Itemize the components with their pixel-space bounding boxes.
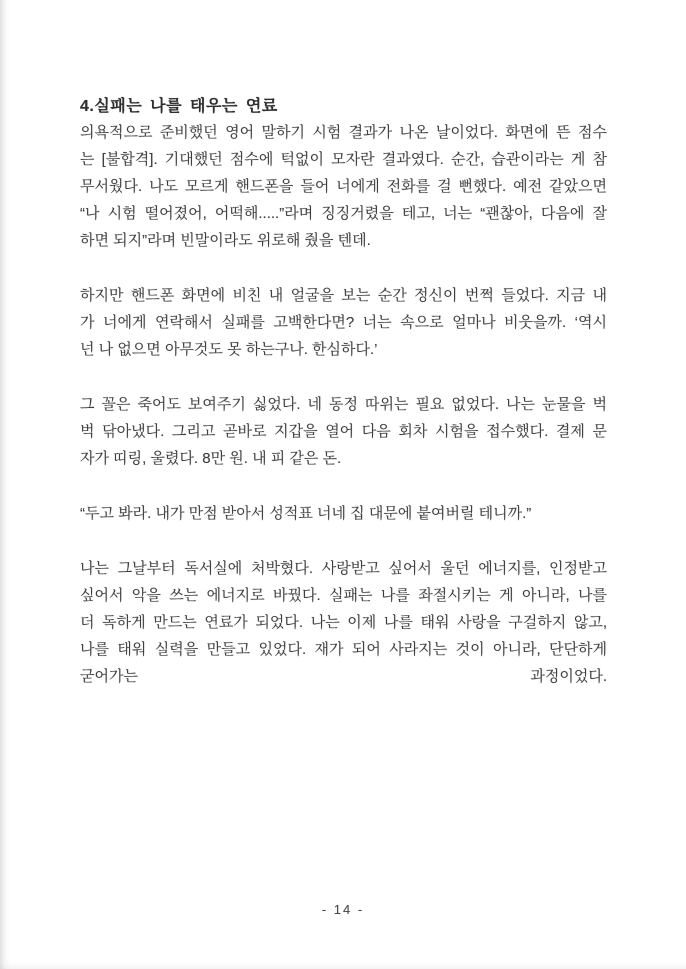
text-line: 는 [불합격]. 기대했던 점수에 턱없이 모자란 결과였다. 순간, 습관이라는 게 참 <box>80 151 607 168</box>
text-line: “두고 봐라. 내가 만점 받아서 성적표 너네 집 대문에 붙여버릴 테니까.” <box>80 505 532 522</box>
text-line: “나 시험 떨어졌어, 어떡해.....”라며 징징거렸을 테고, 너는 “괜찮아, 다음에 잘 <box>80 205 607 222</box>
text-line: 자가 띠링, 울렸다. 8만 원. 내 피 같은 돈. <box>80 450 342 467</box>
text-line: 넌 나 없으면 아무것도 못 하는구나. 한심하다.’ <box>80 341 378 358</box>
text-line: 하지만 핸드폰 화면에 비친 내 얼굴을 보는 순간 정신이 번쩍 들었다. 지금 내 <box>80 287 607 304</box>
text-line: 하면 되지”라며 빈말이라도 위로해 줬을 텐데. <box>80 232 371 249</box>
paragraph-3 <box>80 391 607 472</box>
text-line: 나는 그날부터 독서실에 처박혔다. 사랑받고 싶어서 울던 에너지를, 인정받고 <box>80 560 607 577</box>
paragraph-1 <box>80 119 607 254</box>
text-line: 나를 태워 실력을 만들고 있었다. 재가 되어 사라지는 것이 아니라, 단단하게 <box>80 641 607 658</box>
text-line: 더 독하게 만드는 연료가 되었다. 나는 이제 나를 태워 사랑을 구걸하지 않고, <box>80 614 607 631</box>
paragraph-5 <box>80 555 607 690</box>
text-line: 가 너에게 연락해서 실패를 고백한다면? 너는 속으로 얼마나 비웃을까. ‘역시 <box>80 314 607 331</box>
page-number: - 14 - <box>321 902 365 917</box>
text-line: 무서웠다. 나도 모르게 핸드폰을 들어 너에게 전화를 걸 뻔했다. 예전 같았으면 <box>80 178 607 195</box>
scan-edge-shade-bottom <box>0 963 686 969</box>
text-line: 굳어가는 과정이었다. <box>80 668 607 685</box>
text-line: 의욕적으로 준비했던 영어 말하기 시험 결과가 나온 날이었다. 화면에 뜬 점수 <box>80 124 607 141</box>
paragraph-4 <box>80 500 607 527</box>
paragraph-2 <box>80 282 607 363</box>
text-line: 싶어서 악을 쓰는 에너지로 바꿨다. 실패는 나를 좌절시키는 게 아니라, 나를 <box>80 587 607 604</box>
scan-edge-shade-left <box>0 0 10 969</box>
body-text <box>80 119 607 690</box>
section-title: 4.실패는 나를 태우는 연료 <box>80 98 278 115</box>
text-line: 벅 닦아냈다. 그리고 곧바로 지갑을 열어 다음 회차 시험을 접수했다. 결제 문 <box>80 423 607 440</box>
text-line: 그 꼴은 죽어도 보여주기 싫었다. 네 동정 따위는 필요 없었다. 나는 눈물을 벅 <box>80 396 607 413</box>
